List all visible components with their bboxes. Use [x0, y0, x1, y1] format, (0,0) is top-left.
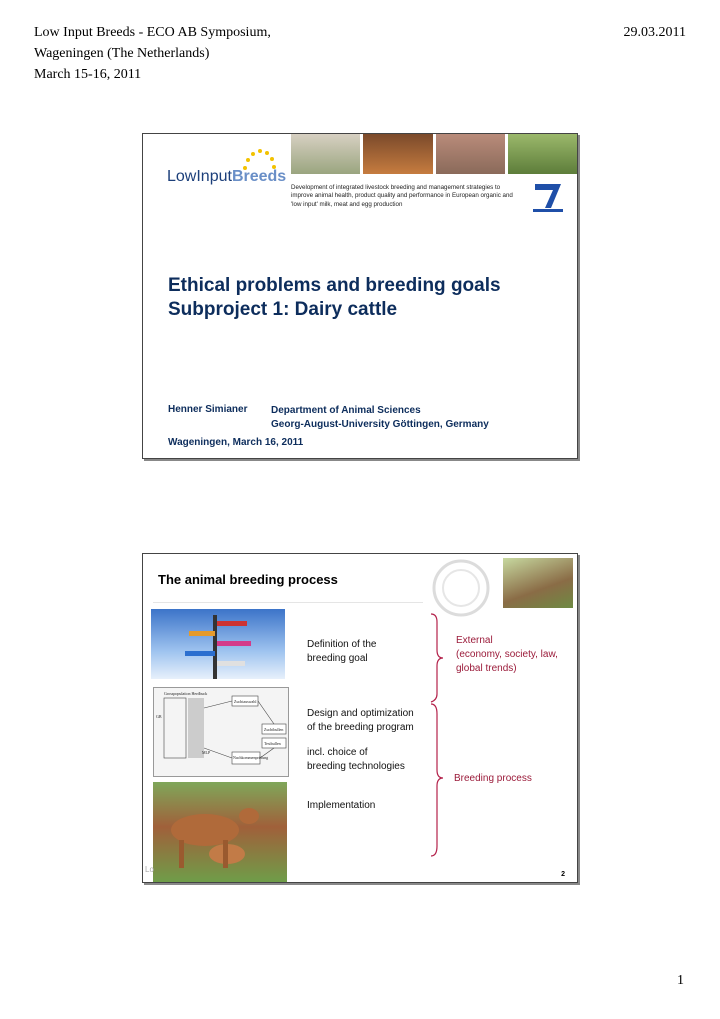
author-name: Henner Simianer — [168, 404, 248, 415]
diagram-label: Zuchtbullen — [264, 727, 284, 732]
university-seal-icon — [431, 558, 491, 618]
document-header — [34, 22, 271, 85]
cows-graphic — [153, 782, 287, 882]
slide-2 — [142, 553, 578, 883]
slide-1 — [142, 133, 578, 459]
affiliation: Department of Animal Sciences Georg-August-University Göttingen, Germany — [271, 405, 489, 430]
slide-number: 2 — [561, 871, 565, 878]
presentation-date: Wageningen, March 16, 2011 — [168, 437, 304, 448]
step-breeding-goal: Definition of the breeding goal — [307, 639, 377, 664]
diagram-graphic — [154, 688, 288, 776]
cow-and-calf-photo — [153, 782, 287, 882]
header-event: Low Input Breeds - ECO AB Symposium, — [34, 25, 271, 40]
breeding-process-label: Breeding process — [454, 773, 532, 784]
step-technologies: incl. choice of breeding technologies — [307, 747, 405, 772]
step-design-optimization: Design and optimization of the breeding program — [307, 708, 414, 733]
animal-photo-strip — [291, 134, 577, 174]
header-print-date: 29.03.2011 — [623, 25, 686, 40]
project-description: Development of integrated livestock breeding and management strategies to improve animal health, product quality and performance in European organic and 'low input' milk, meat and egg production — [291, 184, 513, 208]
calf-photo — [503, 558, 573, 608]
header-location: Wageningen (The Netherlands) — [34, 46, 210, 61]
header-dates: March 15-16, 2011 — [34, 67, 142, 82]
lowinputbreeds-logo — [163, 142, 287, 192]
diagram-label: MLP — [202, 750, 211, 755]
hen-photo — [363, 134, 432, 174]
breeding-program-diagram — [153, 687, 289, 777]
fp7-logo-icon — [529, 180, 567, 214]
signpost-icon — [151, 609, 285, 679]
sheep-photo — [291, 134, 360, 174]
diagram-label: Testbullen — [264, 741, 281, 746]
slide-title: The animal breeding process — [158, 572, 338, 587]
diagram-label: Grosspopulation Herdbuck — [164, 691, 208, 696]
signpost-photo — [151, 609, 285, 679]
cow-photo — [508, 134, 577, 174]
external-factors: External (economy, society, law, global trends) — [456, 635, 558, 674]
step-implementation: Implementation — [307, 800, 376, 811]
slide-title: Ethical problems and breeding goals Subproject 1: Dairy cattle — [168, 275, 501, 320]
pig-photo — [436, 134, 505, 174]
slide-footer: Lo — [145, 865, 154, 874]
page-number: 1 — [677, 973, 684, 988]
brace-icon — [429, 612, 445, 858]
logo-text: LowInputBreeds — [167, 168, 287, 185]
diagram-label: Nachkommenprüfung — [233, 755, 269, 760]
title-divider — [153, 602, 423, 603]
diagram-label: Zuchtauswahl — [234, 699, 257, 704]
diagram-label: GB — [156, 714, 162, 719]
